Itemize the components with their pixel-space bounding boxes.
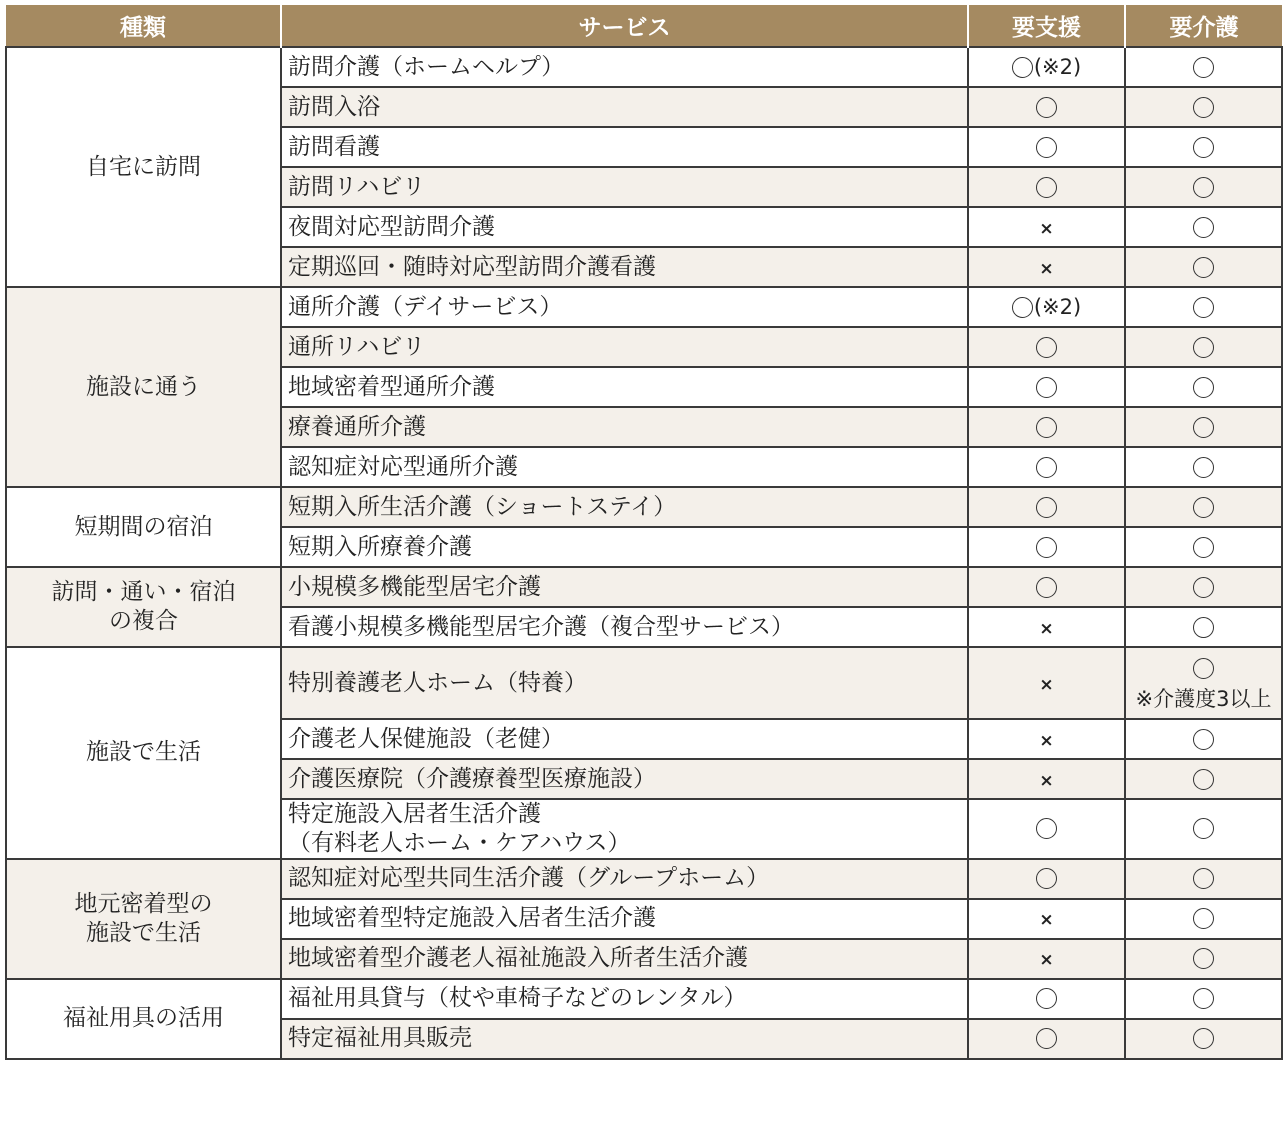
circle-icon (1193, 57, 1214, 78)
support-cell (968, 247, 1125, 287)
circle-icon (1193, 297, 1214, 318)
service-label: 訪問リハビリ (288, 173, 426, 200)
circle-icon (1036, 137, 1057, 158)
service-label: 地域密着型介護老人福祉施設入所者生活介護 (288, 945, 748, 972)
support-cell (968, 759, 1125, 799)
category-label: 短期間の宿泊 (74, 513, 213, 540)
circle-icon (1036, 337, 1057, 358)
service-cell (281, 647, 968, 719)
support-cell (968, 47, 1125, 87)
service-label: （有料老人ホーム・ケアハウス） (288, 829, 631, 856)
service-cell (281, 567, 968, 607)
service-cell (281, 407, 968, 447)
circle-icon (1036, 988, 1057, 1009)
circle-icon (1193, 818, 1214, 839)
service-cell (281, 487, 968, 527)
circle-icon (1036, 1028, 1057, 1049)
circle-icon (1036, 537, 1057, 558)
circle-icon (1036, 577, 1057, 598)
category-label: 自宅に訪問 (86, 153, 201, 180)
circle-icon (1036, 497, 1057, 518)
circle-icon (1193, 617, 1214, 638)
care-cell (1125, 407, 1282, 447)
category-label: 施設で生活 (86, 739, 201, 766)
service-cell (281, 167, 968, 207)
care-cell (1125, 607, 1282, 647)
service-cell (281, 447, 968, 487)
header-category: 種類 (6, 5, 281, 47)
service-label: 訪問看護 (288, 133, 380, 160)
circle-icon (1012, 297, 1033, 318)
support-cell (968, 859, 1125, 899)
service-label: 看護小規模多機能型居宅介護（複合型サービス） (288, 613, 794, 640)
care-cell (1125, 719, 1282, 759)
care-cell (1125, 367, 1282, 407)
support-cell (968, 327, 1125, 367)
service-cell (281, 47, 968, 87)
service-label: 認知症対応型通所介護 (288, 453, 518, 480)
service-cell (281, 799, 968, 859)
circle-icon (1193, 988, 1214, 1009)
category-label: 地元密着型の (74, 890, 213, 917)
circle-icon (1193, 948, 1214, 969)
table-row (6, 47, 1282, 87)
table-row (6, 979, 1282, 1019)
circle-icon (1193, 658, 1214, 679)
care-cell (1125, 287, 1282, 327)
circle-icon (1193, 729, 1214, 750)
cross-mark: × (1039, 950, 1054, 971)
service-cell (281, 939, 968, 979)
service-cell (281, 527, 968, 567)
header-service: サービス (281, 5, 968, 47)
table-row (6, 287, 1282, 327)
support-cell (968, 899, 1125, 939)
service-table-container (5, 5, 1283, 1060)
circle-icon (1193, 577, 1214, 598)
service-label: 療養通所介護 (288, 413, 426, 440)
support-cell (968, 799, 1125, 859)
service-label: 福祉用具貸与（杖や車椅子などのレンタル） (288, 985, 747, 1012)
circle-icon (1193, 537, 1214, 558)
circle-icon (1193, 137, 1214, 158)
care-cell (1125, 759, 1282, 799)
circle-icon (1036, 417, 1057, 438)
service-cell (281, 719, 968, 759)
cross-mark: × (1039, 910, 1054, 931)
service-label: 地域密着型通所介護 (288, 373, 495, 400)
category-label: 施設で生活 (86, 919, 201, 946)
table-row (6, 567, 1282, 607)
support-cell (968, 719, 1125, 759)
service-label: 通所リハビリ (288, 333, 426, 360)
header-care: 要介護 (1125, 5, 1282, 47)
care-cell (1125, 567, 1282, 607)
service-label: 短期入所療養介護 (288, 533, 472, 560)
care-cell (1125, 859, 1282, 899)
category-cell (6, 287, 281, 487)
care-cell (1125, 799, 1282, 859)
care-cell (1125, 939, 1282, 979)
circle-icon (1193, 769, 1214, 790)
service-label: 小規模多機能型居宅介護 (288, 573, 541, 600)
cross-mark: × (1039, 770, 1054, 791)
service-cell (281, 207, 968, 247)
cross-mark: × (1039, 618, 1054, 639)
care-cell (1125, 979, 1282, 1019)
cross-mark: × (1039, 218, 1054, 239)
circle-icon (1036, 177, 1057, 198)
care-cell (1125, 487, 1282, 527)
service-label: 定期巡回・随時対応型訪問介護看護 (288, 253, 656, 280)
circle-icon (1036, 818, 1057, 839)
care-note: ※介護度3以上 (1135, 687, 1272, 712)
service-label: 夜間対応型訪問介護 (288, 213, 495, 240)
support-cell (968, 127, 1125, 167)
support-cell (968, 207, 1125, 247)
support-cell (968, 407, 1125, 447)
category-cell (6, 979, 281, 1059)
service-label: 認知症対応型共同生活介護（グループホーム） (288, 865, 770, 892)
care-cell (1125, 447, 1282, 487)
support-cell (968, 979, 1125, 1019)
circle-icon (1193, 337, 1214, 358)
circle-icon (1036, 868, 1057, 889)
service-cell (281, 247, 968, 287)
service-label: 訪問介護（ホームヘルプ） (288, 53, 565, 80)
service-cell (281, 979, 968, 1019)
service-label: 介護老人保健施設（老健） (288, 725, 564, 752)
support-cell (968, 87, 1125, 127)
cross-mark: × (1039, 674, 1054, 695)
table-row (6, 647, 1282, 719)
service-cell (281, 759, 968, 799)
circle-icon (1193, 417, 1214, 438)
circle-icon (1036, 457, 1057, 478)
service-cell (281, 127, 968, 167)
care-cell (1125, 647, 1282, 719)
category-label: 福祉用具の活用 (63, 1005, 224, 1032)
table-row (6, 487, 1282, 527)
care-service-table (5, 5, 1283, 1060)
service-label: 介護医療院（介護療養型医療施設） (288, 765, 656, 792)
service-cell (281, 859, 968, 899)
support-cell (968, 939, 1125, 979)
category-cell (6, 47, 281, 287)
service-label: 地域密着型特定施設入居者生活介護 (288, 905, 656, 932)
cross-mark: × (1039, 730, 1054, 751)
circle-icon (1193, 217, 1214, 238)
service-label: 特別養護老人ホーム（特養） (288, 669, 587, 696)
table-body (6, 47, 1282, 1059)
care-cell (1125, 47, 1282, 87)
circle-icon (1193, 97, 1214, 118)
service-cell (281, 327, 968, 367)
support-note: (※2) (1033, 55, 1082, 79)
care-cell (1125, 327, 1282, 367)
category-cell (6, 859, 281, 979)
service-label: 訪問入浴 (288, 93, 380, 120)
support-cell (968, 567, 1125, 607)
service-cell (281, 87, 968, 127)
support-cell (968, 367, 1125, 407)
table-row (6, 859, 1282, 899)
cross-mark: × (1039, 258, 1054, 279)
circle-icon (1036, 97, 1057, 118)
care-cell (1125, 127, 1282, 167)
circle-icon (1193, 177, 1214, 198)
category-label: 施設に通う (86, 373, 201, 400)
support-cell (968, 287, 1125, 327)
service-cell (281, 899, 968, 939)
service-label: 特定施設入居者生活介護 (288, 801, 541, 827)
support-note: (※2) (1033, 295, 1082, 319)
circle-icon (1193, 457, 1214, 478)
care-cell (1125, 899, 1282, 939)
service-label: 短期入所生活介護（ショートステイ） (288, 493, 677, 520)
circle-icon (1193, 497, 1214, 518)
support-cell (968, 487, 1125, 527)
service-cell (281, 287, 968, 327)
category-label: の複合 (109, 608, 178, 634)
category-label: 訪問・通い・宿泊 (51, 579, 236, 606)
circle-icon (1036, 377, 1057, 398)
service-label: 通所介護（デイサービス） (288, 293, 563, 320)
header-support: 要支援 (968, 5, 1125, 47)
service-cell (281, 367, 968, 407)
circle-icon (1193, 1028, 1214, 1049)
table-header-row (6, 5, 1282, 47)
care-cell (1125, 247, 1282, 287)
care-cell (1125, 87, 1282, 127)
support-cell (968, 607, 1125, 647)
circle-icon (1193, 868, 1214, 889)
care-cell (1125, 527, 1282, 567)
support-cell (968, 167, 1125, 207)
circle-icon (1193, 257, 1214, 278)
service-cell (281, 607, 968, 647)
support-cell (968, 447, 1125, 487)
care-cell (1125, 1019, 1282, 1059)
circle-icon (1193, 377, 1214, 398)
category-cell (6, 487, 281, 567)
circle-icon (1193, 908, 1214, 929)
service-label: 特定福祉用具販売 (288, 1025, 472, 1052)
category-cell (6, 647, 281, 859)
circle-icon (1012, 57, 1033, 78)
care-cell (1125, 167, 1282, 207)
support-cell (968, 527, 1125, 567)
category-cell (6, 567, 281, 647)
service-cell (281, 1019, 968, 1059)
support-cell (968, 1019, 1125, 1059)
care-cell (1125, 207, 1282, 247)
support-cell (968, 647, 1125, 719)
